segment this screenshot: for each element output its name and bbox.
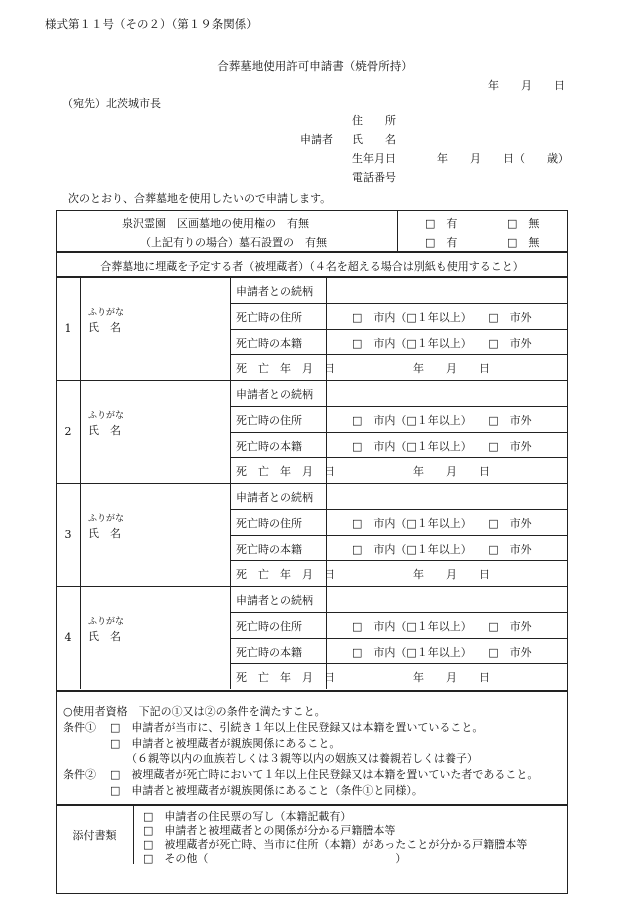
field-label: 申請者との続柄 [236,285,313,298]
gravestone-no-checkbox[interactable]: □ 無 [507,236,540,249]
death-domicile-options[interactable]: □ 市内（□１年以上） □ 市外 [352,543,532,556]
condition1-note: （６親等以内の血族若しくは３親等以内の姻族又は養親若しくは養子） [126,752,478,765]
deceased-name-label: 氏 名 [88,630,121,643]
form-number: 様式第１１号（その２）（第１９条関係） [45,17,258,31]
field-label: 死亡時の住所 [236,414,302,427]
attachments-label: 添付書類 [72,829,117,842]
condition2-relative-checkbox[interactable]: □ 申請者と被埋蔵者が親族関係にあること（条件①と同様）。 [110,784,423,797]
applicant-phone-label: 電話番号 [352,171,396,184]
deceased-name-label: 氏 名 [88,424,121,437]
furigana-label: ふりがな [88,617,125,627]
death-address-options[interactable]: □ 市内（□１年以上） □ 市外 [352,517,532,530]
gravestone-label: （上記有りの場合）墓石設置の 有無 [140,236,327,249]
plot-right-no-checkbox[interactable]: □ 無 [507,217,540,230]
field-label: 死 亡 年 月 日 [236,671,335,684]
person-number: 4 [64,631,72,644]
plot-right-label: 泉沢霊園 区画墓地の使用権の 有無 [122,217,309,230]
death-domicile-options[interactable]: □ 市内（□１年以上） □ 市外 [352,646,532,659]
eligibility-intro: ○使用者資格 下記の①又は②の条件を満たすこと。 [63,705,326,718]
death-date-value: 年 月 日 [413,362,490,375]
applicant-dob-label: 生年月日 [352,152,396,165]
person-number: 1 [64,322,72,335]
death-date-value: 年 月 日 [413,568,490,581]
attachment-item[interactable]: □ 申請者の住民票の写し（本籍記載有） [143,810,352,823]
death-domicile-options[interactable]: □ 市内（□１年以上） □ 市外 [352,440,532,453]
field-label: 死亡時の本籍 [236,337,302,350]
death-date-value: 年 月 日 [413,671,490,684]
person-number: 3 [64,528,72,541]
field-label: 死亡時の住所 [236,620,302,633]
page-title: 合葬墓地使用許可申請書（焼骨所持） [217,59,413,73]
condition1-residence-checkbox[interactable]: □ 申請者が当市に、引続き１年以上住民登録又は本籍を置いていること。 [110,721,484,734]
deceased-name-label: 氏 名 [88,321,121,334]
death-address-options[interactable]: □ 市内（□１年以上） □ 市外 [352,620,532,633]
death-address-options[interactable]: □ 市内（□１年以上） □ 市外 [352,311,532,324]
condition2-residence-checkbox[interactable]: □ 被埋蔵者が死亡時において１年以上住民登録又は本籍を置いていた者であること。 [110,768,539,781]
field-label: 死亡時の本籍 [236,646,302,659]
attachment-item[interactable]: □ 被埋蔵者が死亡時、当市に住所（本籍）があったことが分かる戸籍謄本等 [143,838,528,851]
condition1-label: 条件① [63,721,96,734]
addressee: （宛先）北茨城市長 [62,97,161,110]
field-label: 死亡時の本籍 [236,543,302,556]
death-address-options[interactable]: □ 市内（□１年以上） □ 市外 [352,414,532,427]
field-label: 死亡時の住所 [236,517,302,530]
intro-text: 次のとおり、合葬墓地を使用したいので申請します。 [68,192,332,205]
person-number: 2 [64,425,72,438]
attachment-item[interactable]: □ 申請者と被埋蔵者との関係が分かる戸籍謄本等 [143,824,396,837]
field-label: 死 亡 年 月 日 [236,465,335,478]
attachment-item[interactable]: □ その他（ ） [143,852,407,865]
deceased-section-header: 合葬墓地に埋蔵を予定する者（被埋蔵者）（４名を超える場合は別紙も使用すること） [100,260,524,273]
death-date-value: 年 月 日 [413,465,490,478]
applicant-address-label: 住 所 [352,114,396,127]
field-label: 死亡時の住所 [236,311,302,324]
field-label: 申請者との続柄 [236,491,313,504]
date-line: 年 月 日 [488,79,565,92]
field-label: 死亡時の本籍 [236,440,302,453]
condition2-label: 条件② [63,768,96,781]
field-label: 死 亡 年 月 日 [236,362,335,375]
death-domicile-options[interactable]: □ 市内（□１年以上） □ 市外 [352,337,532,350]
furigana-label: ふりがな [88,411,125,421]
furigana-label: ふりがな [88,514,125,524]
field-label: 申請者との続柄 [236,594,313,607]
applicant-label: 申請者 [300,133,333,146]
deceased-name-label: 氏 名 [88,527,121,540]
applicant-name-label: 氏 名 [352,133,396,146]
field-label: 申請者との続柄 [236,388,313,401]
applicant-dob-value: 年 月 日（ 歳） [437,152,569,165]
plot-right-yes-checkbox[interactable]: □ 有 [425,217,458,230]
field-label: 死 亡 年 月 日 [236,568,335,581]
furigana-label: ふりがな [88,308,125,318]
gravestone-yes-checkbox[interactable]: □ 有 [425,236,458,249]
condition1-relative-checkbox[interactable]: □ 申請者と被埋蔵者が親族関係にあること。 [110,737,341,750]
